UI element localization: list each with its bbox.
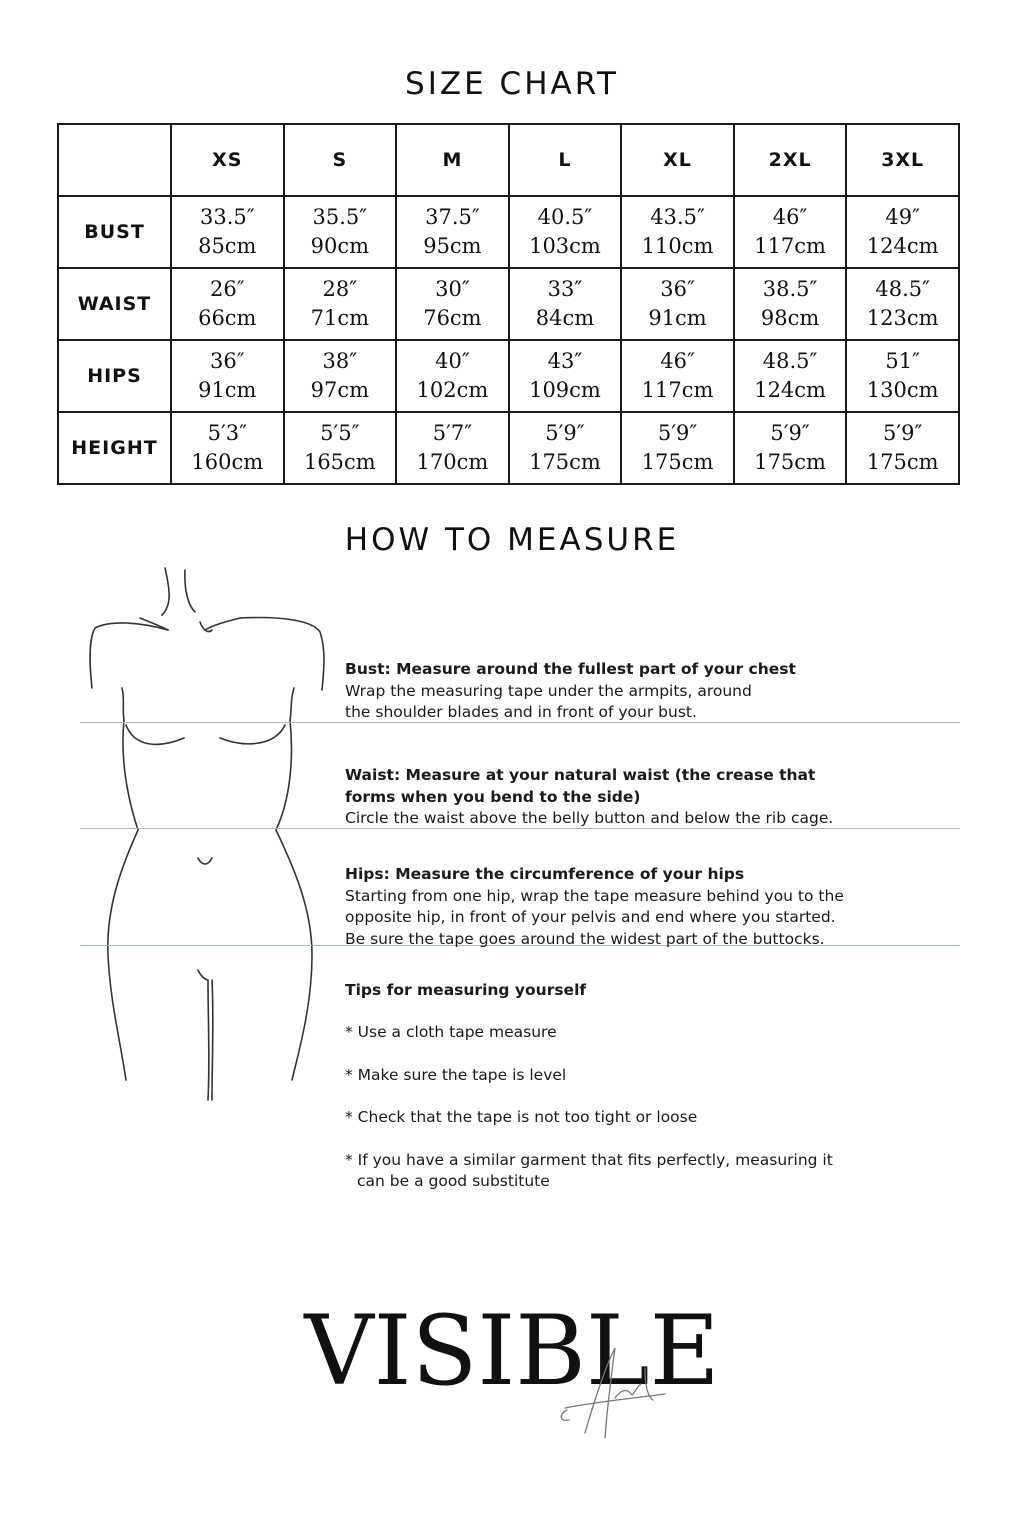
tip-2: * Make sure the tape is level xyxy=(345,1066,567,1084)
measurement-cell xyxy=(734,412,847,484)
value-cm: 76cm xyxy=(423,306,482,330)
size-chart-title: SIZE CHART xyxy=(405,66,619,102)
measurement-cell xyxy=(284,196,397,268)
value-cm: 91cm xyxy=(648,306,707,330)
value-inches: 5′3″ xyxy=(207,421,247,445)
measurement-cell xyxy=(621,340,734,412)
value-cm: 98cm xyxy=(760,306,820,330)
hips-line-3: Be sure the tape goes around the widest part of the buttocks. xyxy=(345,929,825,948)
value-inches: 40″ xyxy=(435,349,470,373)
measurement-cell xyxy=(171,268,284,340)
value-cm: 123cm xyxy=(866,306,939,330)
value-inches: 28″ xyxy=(322,277,358,301)
value-inches: 5′7″ xyxy=(432,421,473,445)
brand-script-logo xyxy=(545,1338,685,1448)
value-cm: 175cm xyxy=(641,450,714,474)
hips-line-1: Starting from one hip, wrap the tape measure behind you to the xyxy=(345,886,844,905)
tip-3: * Check that the tape is not too tight or loose xyxy=(345,1108,698,1126)
value-cm: 165cm xyxy=(303,450,376,474)
row-label: BUST xyxy=(58,196,171,268)
value-inches: 40.5″ xyxy=(537,205,593,229)
waist-heading-1: Waist: Measure at your natural waist (the crease that xyxy=(345,766,816,784)
measurement-cell xyxy=(509,196,622,268)
value-inches: 51″ xyxy=(885,349,920,373)
measurement-cell xyxy=(509,268,622,340)
value-inches: 26″ xyxy=(209,277,245,301)
value-inches: 46″ xyxy=(660,349,695,373)
size-header-m: M xyxy=(396,124,509,196)
corner-cell xyxy=(58,124,171,196)
value-inches: 36″ xyxy=(660,277,695,301)
measurement-cell xyxy=(846,196,959,268)
measurement-cell xyxy=(396,268,509,340)
measurement-cell xyxy=(734,268,847,340)
value-cm: 66cm xyxy=(198,306,257,330)
value-cm: 90cm xyxy=(310,234,370,258)
value-cm: 71cm xyxy=(310,306,370,330)
measurement-cell xyxy=(396,340,509,412)
size-row-hips xyxy=(58,340,959,412)
row-label: HIPS xyxy=(58,340,171,412)
size-chart-table xyxy=(57,123,960,485)
waist-line-1: Circle the waist above the belly button and below the rib cage. xyxy=(345,809,834,827)
value-inches: 48.5″ xyxy=(875,277,930,301)
value-inches: 5′9″ xyxy=(545,421,585,445)
value-cm: 117cm xyxy=(641,378,714,402)
measurement-cell xyxy=(846,412,959,484)
hips-line-2: opposite hip, in front of your pelvis and end where you started. xyxy=(345,908,836,926)
value-inches: 46″ xyxy=(772,205,808,229)
measurement-cell xyxy=(396,412,509,484)
value-inches: 5′9″ xyxy=(770,421,810,445)
value-cm: 175cm xyxy=(866,450,939,474)
value-inches: 38″ xyxy=(322,349,358,373)
size-header-2xl: 2XL xyxy=(734,124,847,196)
measurement-cell xyxy=(734,196,847,268)
value-inches: 43″ xyxy=(547,349,583,373)
measurement-cell xyxy=(284,340,397,412)
value-inches: 37.5″ xyxy=(425,205,480,229)
value-cm: 175cm xyxy=(754,450,826,474)
value-cm: 124cm xyxy=(866,234,939,258)
value-inches: 43.5″ xyxy=(650,205,705,229)
size-row-bust xyxy=(58,196,959,268)
hips-heading: Hips: Measure the circumference of your hips xyxy=(345,865,745,883)
value-cm: 160cm xyxy=(191,450,264,474)
measurement-cell xyxy=(284,268,397,340)
measurement-cell xyxy=(284,412,397,484)
measurement-cell xyxy=(621,196,734,268)
value-cm: 175cm xyxy=(529,450,601,474)
row-label: WAIST xyxy=(58,268,171,340)
bust-instructions xyxy=(345,659,965,724)
how-to-measure-title: HOW TO MEASURE xyxy=(344,522,680,558)
value-cm: 124cm xyxy=(754,378,826,402)
size-header-s: S xyxy=(284,124,397,196)
row-label: HEIGHT xyxy=(58,412,171,484)
value-inches: 48.5″ xyxy=(762,349,818,373)
measurement-cell xyxy=(846,268,959,340)
value-inches: 33″ xyxy=(547,277,583,301)
size-row-height xyxy=(58,412,959,484)
size-header-l: L xyxy=(509,124,622,196)
value-cm: 117cm xyxy=(754,234,826,258)
value-cm: 170cm xyxy=(416,450,489,474)
value-inches: 49″ xyxy=(885,205,920,229)
size-header-xl: XL xyxy=(621,124,734,196)
bust-heading: Bust: Measure around the fullest part of your chest xyxy=(345,660,796,678)
tip-1: * Use a cloth tape measure xyxy=(345,1023,557,1041)
value-inches: 5′9″ xyxy=(883,421,923,445)
value-cm: 109cm xyxy=(529,378,601,402)
value-cm: 91cm xyxy=(198,378,257,402)
measurement-cell xyxy=(846,340,959,412)
measurement-cell xyxy=(621,412,734,484)
value-inches: 5′9″ xyxy=(657,421,698,445)
bust-line-1: Wrap the measuring tape under the armpits, around xyxy=(345,681,752,700)
value-cm: 130cm xyxy=(866,378,939,402)
brand-wordmark: VISIBLE xyxy=(304,1295,720,1407)
tips-heading: Tips for measuring yourself xyxy=(345,981,587,999)
measurement-cell xyxy=(734,340,847,412)
value-inches: 30″ xyxy=(435,277,470,301)
value-inches: 35.5″ xyxy=(312,205,368,229)
measurement-cell xyxy=(171,412,284,484)
tip-4-line-2: can be a good substitute xyxy=(357,1172,550,1190)
value-cm: 85cm xyxy=(198,234,257,258)
size-header-3xl: 3XL xyxy=(846,124,959,196)
body-outline-illustration xyxy=(80,560,350,1180)
waist-heading-2: forms when you bend to the side) xyxy=(345,787,641,806)
hips-instructions xyxy=(345,864,965,950)
measurement-cell xyxy=(396,196,509,268)
bust-line-2: the shoulder blades and in front of your bust. xyxy=(345,703,697,721)
value-cm: 95cm xyxy=(423,234,482,258)
value-inches: 33.5″ xyxy=(199,205,255,229)
value-cm: 84cm xyxy=(535,306,595,330)
value-cm: 102cm xyxy=(416,378,489,402)
measurement-cell xyxy=(509,340,622,412)
value-cm: 103cm xyxy=(529,234,601,258)
value-inches: 5′5″ xyxy=(320,421,360,445)
size-row-waist xyxy=(58,268,959,340)
measurement-cell xyxy=(171,340,284,412)
waist-instructions xyxy=(345,765,965,830)
value-inches: 36″ xyxy=(209,349,245,373)
measurement-cell xyxy=(509,412,622,484)
measurement-cell xyxy=(171,196,284,268)
value-cm: 110cm xyxy=(641,234,714,258)
measurement-cell xyxy=(621,268,734,340)
tip-4-line-1: * If you have a similar garment that fits perfectly, measuring it xyxy=(345,1151,833,1169)
size-header-xs: XS xyxy=(171,124,284,196)
size-header-row xyxy=(58,124,959,196)
value-cm: 97cm xyxy=(310,378,370,402)
value-inches: 38.5″ xyxy=(762,277,818,301)
